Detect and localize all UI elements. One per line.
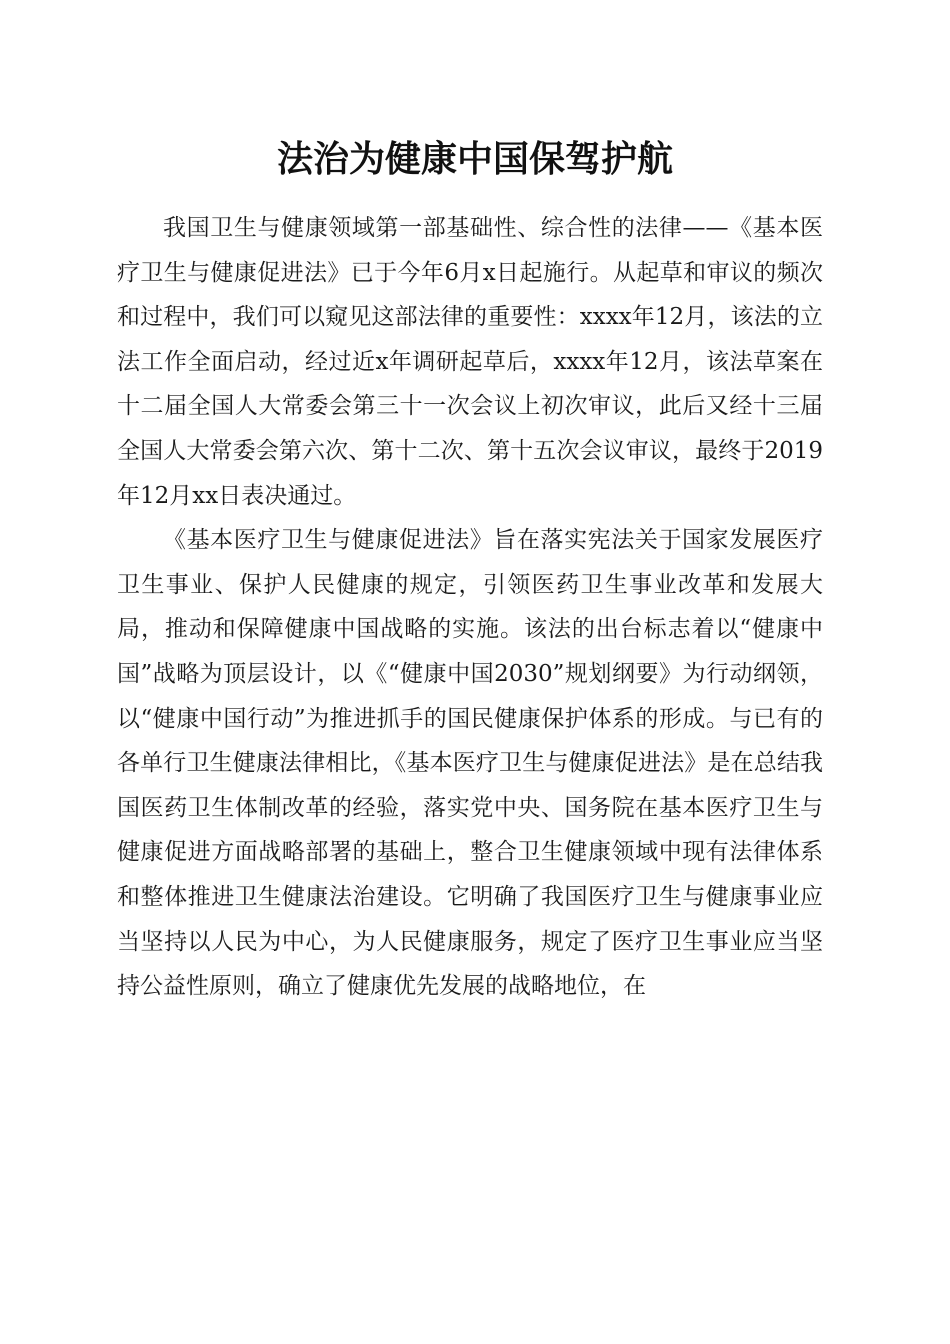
document-title: 法治为健康中国保驾护航 — [276, 138, 673, 180]
paragraph-1: 我国卫生与健康领域第一部基础性、综合性的法律——《基本医疗卫生与健康促进法》已于今年6月x日起施行。从起草和审议的频次和过程中，我们可以窥见这部法律的重要性：xxxx年12月，该法的立法工作全面启动，经过近x年调研起草后，xxxx年12月，该法草案在十二届全国人大常委会第三十一次会议上初次审议，此后又经十三届全国人大常委会第六次、第十二次、第十五次会议审议，最终于2019年12月xx日表决通过。 — [117, 215, 823, 509]
document-body — [117, 206, 823, 1009]
paragraph-2: 《基本医疗卫生与健康促进法》旨在落实宪法关于国家发展医疗卫生事业、保护人民健康的规定，引领医药卫生事业改革和发展大局，推动和保障健康中国战略的实施。该法的出台标志着以“健康中国”战略为顶层设计，以《“健康中国2030”规划纲要》为行动纲领，以“健康中国行动”为推进抓手的国民健康保护体系的形成。与已有的各单行卫生健康法律相比，《基本医疗卫生与健康促进法》是在总结我国医药卫生体制改革的经验，落实党中央、国务院在基本医疗卫生与健康促进方面战略部署的基础上，整合卫生健康领域中现有法律体系和整体推进卫生健康法治建设。它明确了我国医疗卫生与健康事业应当坚持以人民为中心，为人民健康服务，规定了医疗卫生事业应当坚持公益性原则，确立了健康优先发展的战略地位，在 — [117, 527, 823, 1000]
